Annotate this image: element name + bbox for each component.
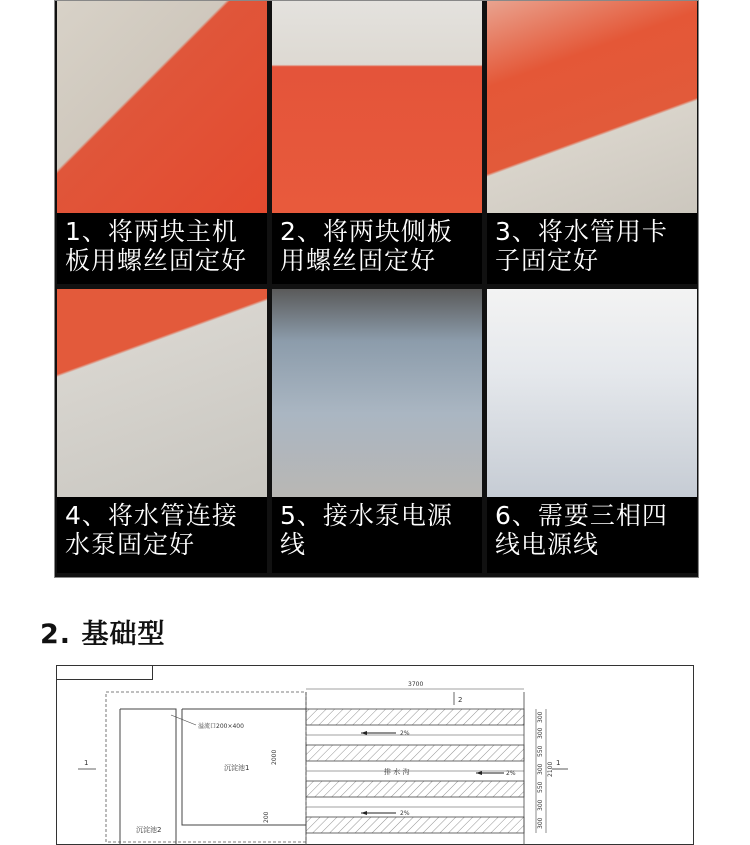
right-dimension: 300 <box>537 711 544 723</box>
hatched-strip <box>306 817 524 833</box>
photo-panel-4 <box>57 289 267 573</box>
photo-panel-6 <box>487 289 697 573</box>
bolted-main-plate-photo <box>57 1 267 213</box>
caption-line: 水泵固定好 <box>65 530 196 559</box>
right-dimension: 300 <box>537 727 544 739</box>
hatched-strip <box>306 781 524 797</box>
right-dimension: 550 <box>537 781 544 793</box>
caption-line: 板用螺丝固定好 <box>65 246 248 275</box>
caption-line: 5、接水泵电源 <box>280 501 453 530</box>
installation-photo-grid <box>54 0 699 578</box>
slope-label: 2% <box>400 810 410 817</box>
control-cabinet-photo <box>487 289 697 497</box>
section-mark-right: 1 <box>556 759 561 767</box>
pump-power-wiring-photo <box>272 289 482 497</box>
caption-line: 6、需要三相四 <box>495 501 668 530</box>
caption-line: 子固定好 <box>495 246 600 275</box>
top-dimension: 3700 <box>408 681 424 688</box>
hatched-strip <box>306 745 524 761</box>
leader-line <box>171 715 196 725</box>
panel-caption <box>57 213 267 284</box>
right-dimension: 300 <box>537 799 544 811</box>
caption-line: 2、将两块侧板 <box>280 217 453 246</box>
panel-caption <box>487 213 697 284</box>
foundation-outline <box>106 692 306 842</box>
foundation-drawing <box>56 665 694 845</box>
right-dimension: 550 <box>537 745 544 757</box>
caption-line: 1、将两块主机 <box>65 217 238 246</box>
section-mark-left: 1 <box>84 759 89 767</box>
right-total-dimension: 2100 <box>547 761 554 777</box>
right-dimension: 300 <box>537 817 544 829</box>
water-pump-photo <box>57 289 267 497</box>
caption-line: 3、将水管用卡 <box>495 217 668 246</box>
slope-label: 2% <box>400 730 410 737</box>
panel-caption <box>272 213 482 284</box>
tank-2-label: 沉淀池2 <box>136 826 162 834</box>
drain-channel-label: 排 水 沟 <box>384 768 410 776</box>
small-dimension: 200 <box>263 811 270 823</box>
title-block <box>57 666 153 680</box>
photo-panel-5 <box>272 289 482 573</box>
section-title: 2. 基础型 <box>40 619 166 650</box>
panel-caption <box>487 497 697 573</box>
hose-clamp-photo <box>487 1 697 213</box>
photo-panel-3 <box>487 1 697 284</box>
side-plate-photo <box>272 1 482 213</box>
photo-panel-1 <box>57 1 267 284</box>
caption-line: 用螺丝固定好 <box>280 246 437 275</box>
section-mark-top: 2 <box>458 696 463 704</box>
panel-caption <box>272 497 482 573</box>
overflow-label: 溢流口200×400 <box>198 723 244 730</box>
right-dimension: 300 <box>537 763 544 775</box>
arrow-head <box>476 771 482 775</box>
arrow-head <box>361 811 367 815</box>
caption-line: 4、将水管连接 <box>65 501 238 530</box>
hatched-strip <box>306 709 524 725</box>
caption-line: 线 <box>280 530 307 559</box>
left-dimension: 2000 <box>271 749 278 765</box>
tank-1-label: 沉淀池1 <box>224 764 250 772</box>
panel-caption <box>57 497 267 573</box>
slope-label: 2% <box>506 770 516 777</box>
foundation-drawing-svg <box>56 665 694 845</box>
caption-line: 线电源线 <box>495 530 600 559</box>
photo-panel-2 <box>272 1 482 284</box>
arrow-head <box>361 731 367 735</box>
